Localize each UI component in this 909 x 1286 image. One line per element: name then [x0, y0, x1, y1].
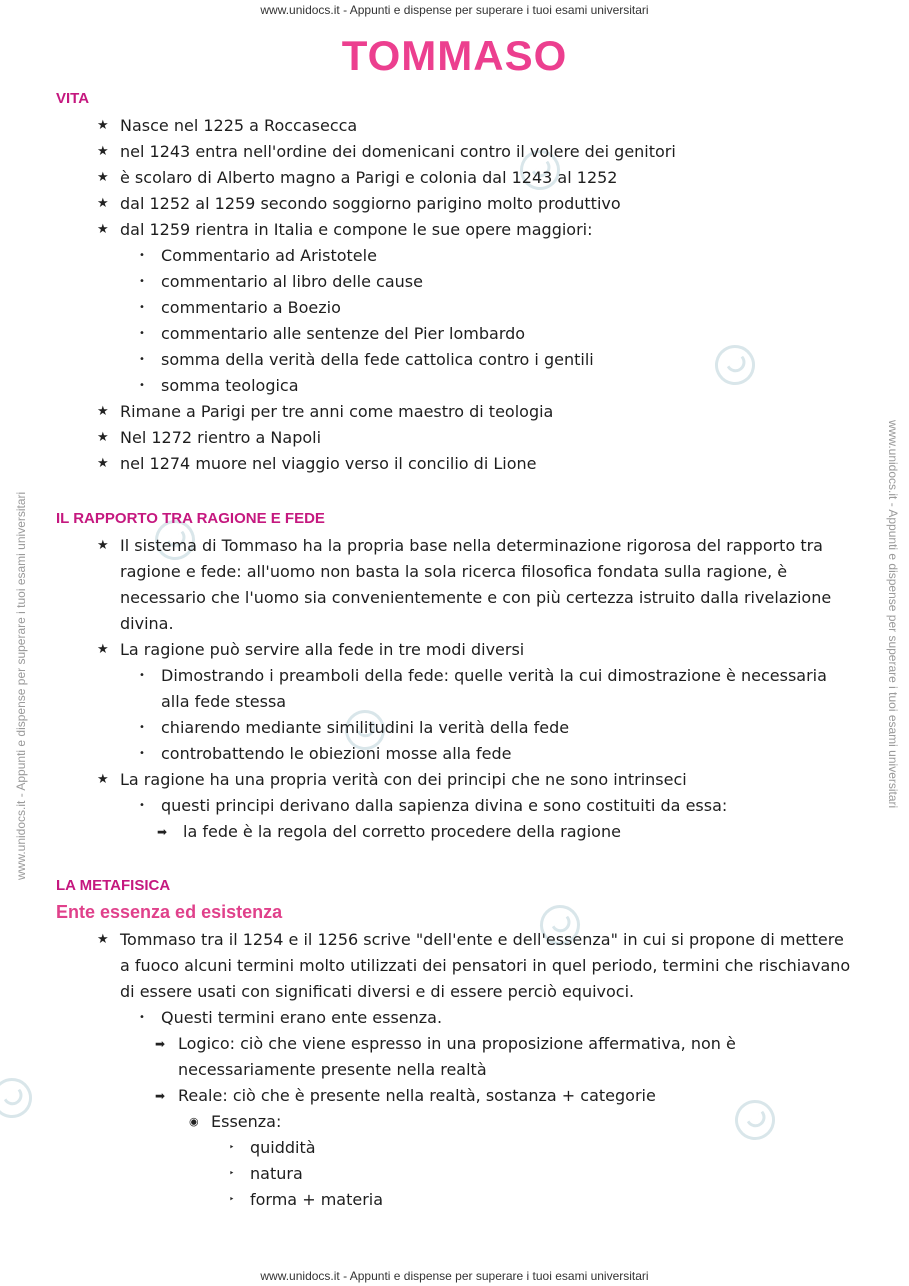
list-item: ➡ Reale: ciò che è presente nella realtà, sostanza + categorie — [0, 1083, 909, 1109]
star-bullet-icon: ★ — [97, 772, 109, 787]
list-item: • somma della verità della fede cattolica contro i gentili — [0, 347, 909, 373]
list-item: ‣ natura — [0, 1161, 909, 1187]
triangle-bullet-icon: ‣ — [229, 1169, 235, 1179]
star-bullet-icon: ★ — [97, 196, 109, 211]
dot-bullet-icon: • — [139, 250, 145, 261]
arrow-bullet-icon: ➡ — [157, 825, 168, 839]
dot-bullet-icon: • — [139, 354, 145, 365]
circle-bullet-icon: ◉ — [189, 1115, 199, 1128]
dot-bullet-icon: • — [139, 1012, 145, 1023]
list-item: ★ nel 1274 muore nel viaggio verso il concilio di Lione — [0, 451, 909, 477]
section-heading-vita: VITA — [56, 90, 90, 107]
dot-bullet-icon: • — [139, 722, 145, 733]
list-item: ★ Nel 1272 rientro a Napoli — [0, 425, 909, 451]
star-bullet-icon: ★ — [97, 456, 109, 471]
list-item: ★ La ragione ha una propria verità con dei principi che ne sono intrinseci — [0, 767, 909, 793]
watermark-banner-left: www.unidocs.it - Appunti e dispense per superare i tuoi esami universitari — [14, 491, 28, 880]
section-heading-rapporto: IL RAPPORTO TRA RAGIONE E FEDE — [56, 510, 325, 527]
star-bullet-icon: ★ — [97, 430, 109, 445]
dot-bullet-icon: • — [139, 276, 145, 287]
list-item: ‣ quiddità — [0, 1135, 909, 1161]
page-title: TOMMASO — [341, 32, 568, 79]
rapporto-list — [0, 533, 909, 845]
metafisica-list — [0, 927, 909, 1213]
list-item: ★ è scolaro di Alberto magno a Parigi e colonia dal 1243 al 1252 — [0, 165, 909, 191]
star-bullet-icon: ★ — [97, 118, 109, 133]
star-bullet-icon: ★ — [97, 144, 109, 159]
star-bullet-icon: ★ — [97, 642, 109, 657]
triangle-bullet-icon: ‣ — [229, 1143, 235, 1153]
dot-bullet-icon: • — [139, 302, 145, 313]
dot-bullet-icon: • — [139, 328, 145, 339]
star-bullet-icon: ★ — [97, 932, 109, 947]
list-item: ➡ la fede è la regola del corretto procedere della ragione — [0, 819, 909, 845]
list-item: • Questi termini erano ente essenza. — [0, 1005, 909, 1031]
list-item: • Commentario ad Aristotele — [0, 243, 909, 269]
watermark-banner-top: www.unidocs.it - Appunti e dispense per superare i tuoi esami universitari — [260, 3, 649, 17]
list-item: ➡ Logico: ciò che viene espresso in una proposizione affermativa, non è necessariamente presente nella realtà — [0, 1031, 909, 1083]
list-item: • commentario a Boezio — [0, 295, 909, 321]
star-bullet-icon: ★ — [97, 170, 109, 185]
list-item: ★ dal 1252 al 1259 secondo soggiorno parigino molto produttivo — [0, 191, 909, 217]
star-bullet-icon: ★ — [97, 404, 109, 419]
vita-list — [0, 113, 909, 477]
list-item: ★ nel 1243 entra nell'ordine dei domenicani contro il volere dei genitori — [0, 139, 909, 165]
list-item: ★ Nasce nel 1225 a Roccasecca — [0, 113, 909, 139]
list-item: • controbattendo le obiezioni mosse alla fede — [0, 741, 909, 767]
dot-bullet-icon: • — [139, 670, 145, 681]
list-item: ◉ Essenza: — [0, 1109, 909, 1135]
triangle-bullet-icon: ‣ — [229, 1195, 235, 1205]
list-item: • chiarendo mediante similitudini la verità della fede — [0, 715, 909, 741]
watermark-banner-right: www.unidocs.it - Appunti e dispense per superare i tuoi esami universitari — [886, 420, 900, 809]
arrow-bullet-icon: ➡ — [155, 1037, 166, 1051]
list-item: • questi principi derivano dalla sapienza divina e sono costituiti da essa: — [0, 793, 909, 819]
list-item: ★ Rimane a Parigi per tre anni come maestro di teologia — [0, 399, 909, 425]
list-item: ★ La ragione può servire alla fede in tre modi diversi — [0, 637, 909, 663]
list-item: • commentario al libro delle cause — [0, 269, 909, 295]
list-item: ★ Il sistema di Tommaso ha la propria base nella determinazione rigorosa del rapporto tra ragione e fede: all'uomo non basta la sola ricerca filosofica fondata sulla ragione, è necessario che l'uomo sia convenientemente e con più certezza istruito dalla rivelazione divina. — [0, 533, 909, 637]
list-item: ‣ forma + materia — [0, 1187, 909, 1213]
star-bullet-icon: ★ — [97, 538, 109, 553]
arrow-bullet-icon: ➡ — [155, 1089, 166, 1103]
dot-bullet-icon: • — [139, 748, 145, 759]
section-heading-metafisica: LA METAFISICA — [56, 877, 171, 894]
dot-bullet-icon: • — [139, 380, 145, 391]
list-item: • commentario alle sentenze del Pier lombardo — [0, 321, 909, 347]
subsection-heading-ente: Ente essenza ed esistenza — [56, 902, 283, 922]
star-bullet-icon: ★ — [97, 222, 109, 237]
list-item: • somma teologica — [0, 373, 909, 399]
dot-bullet-icon: • — [139, 800, 145, 811]
list-item: ★ Tommaso tra il 1254 e il 1256 scrive "dell'ente e dell'essenza" in cui si propone di mettere a fuoco alcuni termini molto utilizzati dei pensatori in quel periodo, termini che rischiavano di essere usati con significati diversi e di essere perciò equivoci. — [0, 927, 909, 1005]
watermark-banner-bottom: www.unidocs.it - Appunti e dispense per superare i tuoi esami universitari — [260, 1269, 649, 1283]
list-item: • Dimostrando i preamboli della fede: quelle verità la cui dimostrazione è necessaria alla fede stessa — [0, 663, 909, 715]
list-item: ★ dal 1259 rientra in Italia e compone le sue opere maggiori: — [0, 217, 909, 243]
